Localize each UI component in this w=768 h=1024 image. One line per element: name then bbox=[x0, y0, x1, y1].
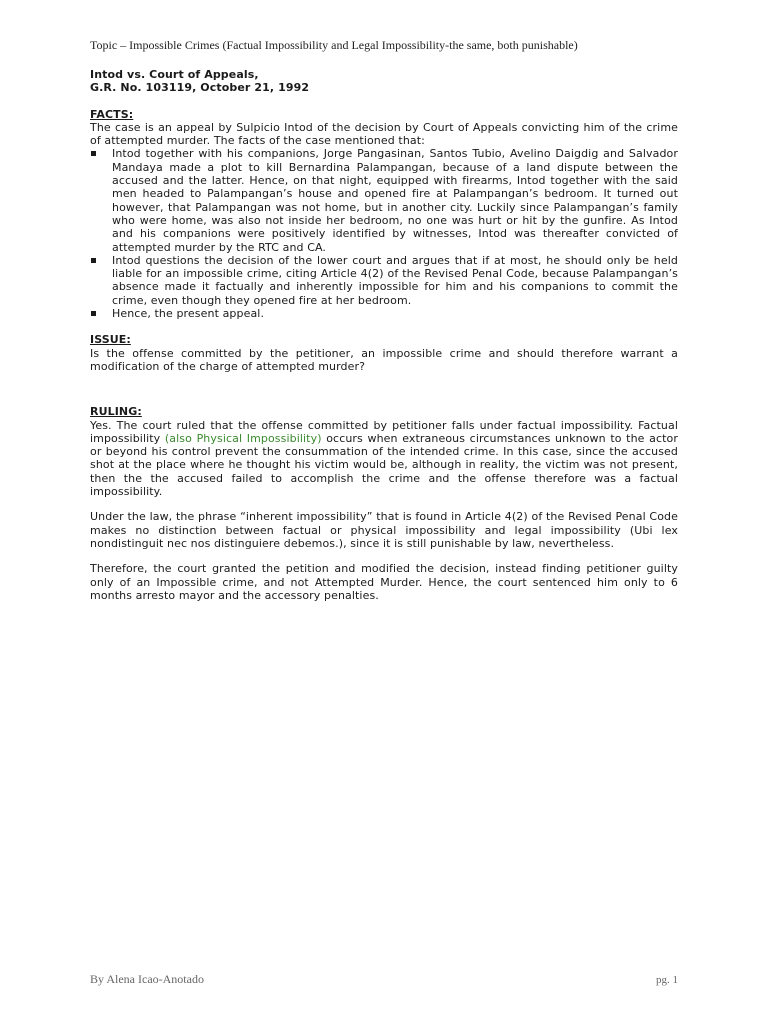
facts-heading: FACTS: bbox=[90, 107, 134, 121]
facts-list bbox=[90, 147, 678, 320]
ruling-p1-text: Yes. The court ruled that the offense committed by petitioner falls under factual impossibility. Factual impossibility bbox=[90, 418, 678, 445]
facts-bullet: Intod questions the decision of the lower court and argues that if at most, he should only be held liable for an impossible crime, citing Article 4(2) of the Revised Penal Code, because Palampangan’s absence made it factually and inherently impossible for him and his companions to commit the crime, even though they opened fire at her bedroom. bbox=[90, 254, 678, 307]
case-title: Intod vs. Court of Appeals, bbox=[90, 68, 259, 81]
document-topic: Topic – Impossible Crimes (Factual Impossibility and Legal Impossibility-the same, both punishable) bbox=[90, 38, 578, 52]
document-body bbox=[90, 68, 678, 602]
facts-bullet: Intod together with his companions, Jorge Pangasinan, Santos Tubio, Avelino Daigdig and Salvador Mandaya made a plot to kill Bernardina Palampangan, because of a land dispute between the accused and the latter. Hence, on that night, equipped with firearms, Intod together with the said men headed to Palampangan’s house and opened fire at Palampangan’s bedroom. It turned out however, that Palampangan was not home, but in another city. Luckily since Palampangan’s family who were home, was also not inside her bedroom, no one was hurt or hit by the gunfire. As Intod and his companions were positively identified by witnesses, Intod was thereafter convicted of attempted murder by the RTC and CA. bbox=[90, 147, 678, 253]
facts-bullet: Hence, the present appeal. bbox=[90, 307, 678, 320]
ruling-paragraph-2: Under the law, the phrase “inherent impossibility” that is found in Article 4(2) of the Revised Penal Code makes no distinction between factual or physical impossibility and legal impossibility (Ubi lex nondistinguit nec nos distinguiere debemos.), since it is still punishable by law, nevertheless. bbox=[90, 510, 678, 550]
ruling-p1-text-continued: occurs when extraneous circumstances unknown to the actor or beyond his control prevent the consummation of the intended crime. In this case, since the accused shot at the place where he thought his victim would be, although in reality, the victim was not present, then the the accused failed to accomplish the crime and the offense therefore was a factual impossibility. bbox=[90, 431, 679, 499]
footer-author: By Alena Icao-Anotado bbox=[90, 972, 204, 986]
facts-intro: The case is an appeal by Sulpicio Intod of the decision by Court of Appeals convicting him of the crime of attempted murder. The facts of the case mentioned that: bbox=[90, 120, 678, 148]
ruling-paragraph-1 bbox=[90, 419, 678, 499]
footer-page-number: pg. 1 bbox=[656, 974, 678, 986]
ruling-heading: RULING: bbox=[90, 405, 142, 419]
case-citation: G.R. No. 103119, October 21, 1992 bbox=[90, 81, 310, 95]
ruling-p1-highlight: (also Physical Impossibility) bbox=[164, 431, 322, 445]
issue-heading: ISSUE: bbox=[90, 333, 131, 347]
issue-text: Is the offense committed by the petitioner, an impossible crime and should therefore warrant a modification of the charge of attempted murder? bbox=[90, 346, 678, 373]
ruling-paragraph-3: Therefore, the court granted the petition and modified the decision, instead finding petitioner guilty only of an Impossible crime, and not Attempted Murder. Hence, the court sentenced him only to 6 months arresto mayor and the accessory penalties. bbox=[90, 562, 678, 602]
